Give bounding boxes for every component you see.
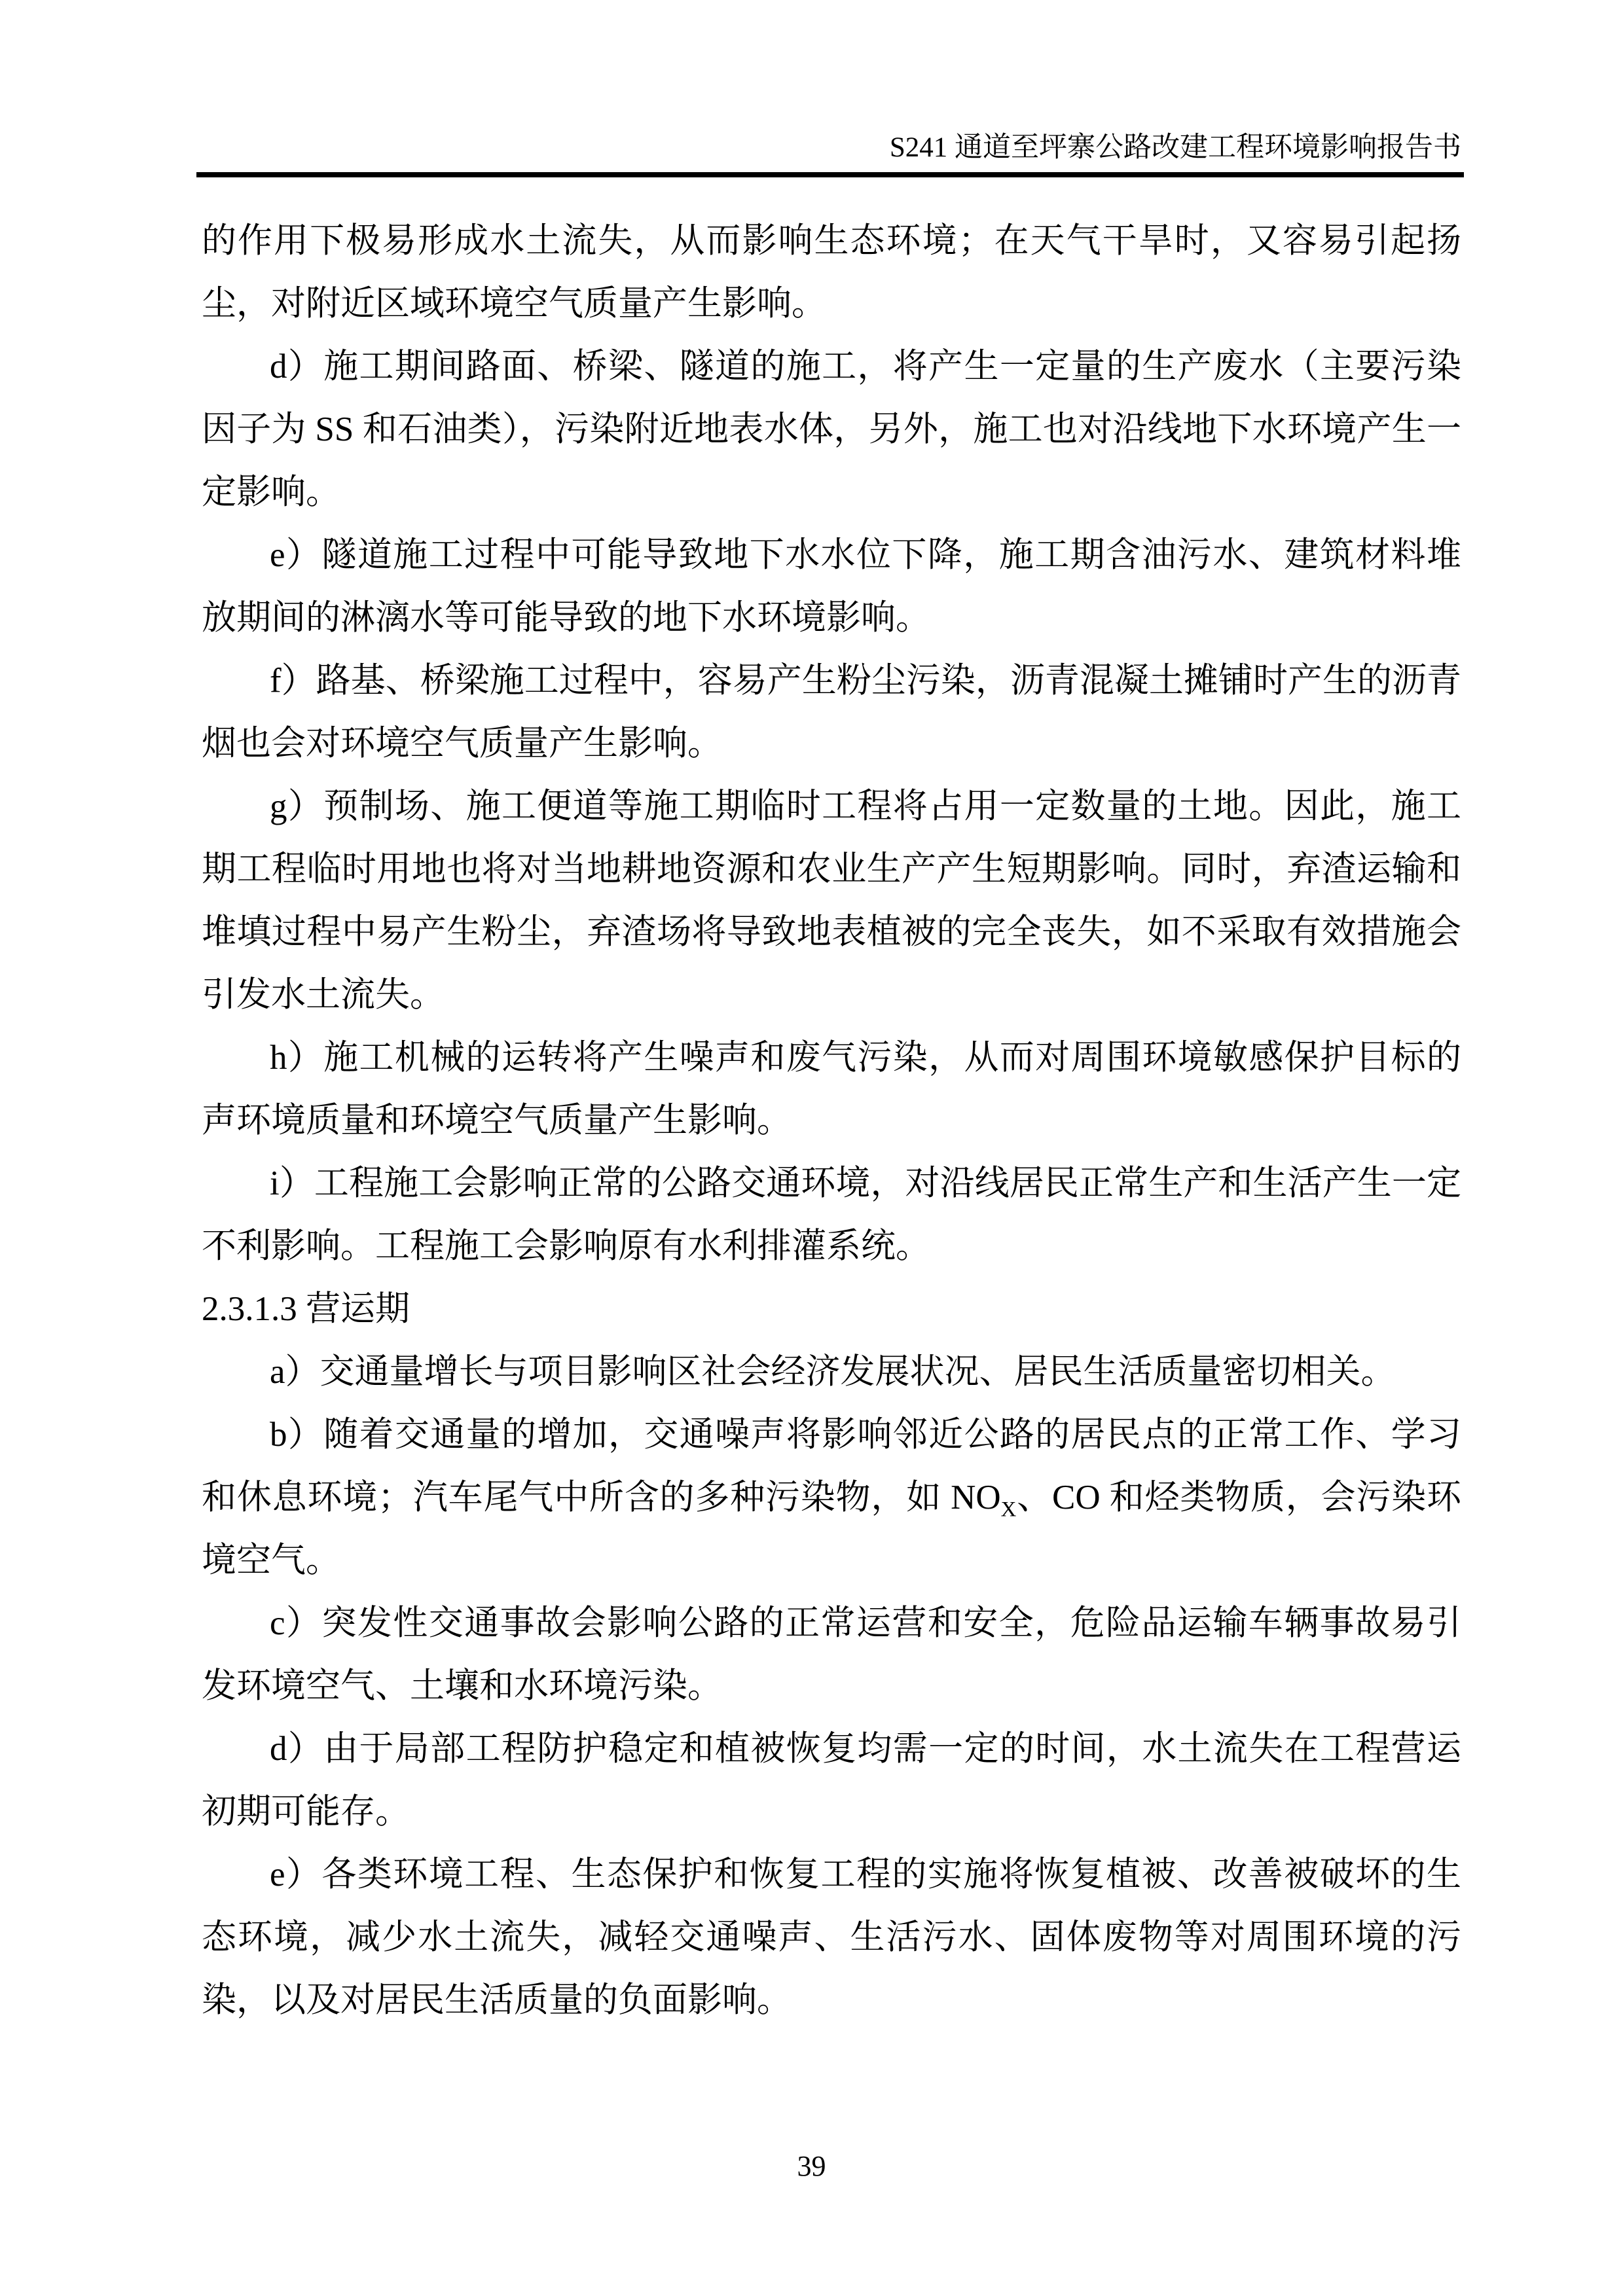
header-rule <box>196 172 1464 177</box>
paragraph-operation-e: e）各类环境工程、生态保护和恢复工程的实施将恢复植被、改善被破坏的生态环境，减少水土流失，减轻交通噪声、生活污水、固体废物等对周围环境的污染，以及对居民生活质量的负面影响。 <box>202 1856 1461 2019</box>
nox-subscript: X <box>1000 1498 1017 1522</box>
paragraph-construction-d: d）施工期间路面、桥梁、隧道的施工，将产生一定量的生产废水（主要污染因子为 SS 和石油类），污染附近地表水体，另外，施工也对沿线地下水环境产生一定影响。 <box>202 348 1461 511</box>
paragraph-construction-i: i）工程施工会影响正常的公路交通环境，对沿线居民正常生产和生活产生一定不利影响。工程施工会影响原有水利排灌系统。 <box>202 1164 1461 1265</box>
document-body <box>202 209 1461 2032</box>
paragraph-operation-b-text-tail: 、CO 和烃类物质，会污染环境空气。 <box>202 1479 1461 1579</box>
paragraph-construction-f: f）路基、桥梁施工过程中，容易产生粉尘污染，沥青混凝土摊铺时产生的沥青烟也会对环境空气质量产生影响。 <box>202 662 1461 762</box>
paragraph-construction-g: g）预制场、施工便道等施工期临时工程将占用一定数量的土地。因此，施工期工程临时用地也将对当地耕地资源和农业生产产生短期影响。同时，弃渣运输和堆填过程中易产生粉尘，弃渣场将导致地表植被的完全丧失，如不采取有效措施会引发水土流失。 <box>202 787 1461 1014</box>
paragraph-operation-c: c）突发性交通事故会影响公路的正常运营和安全，危险品运输车辆事故易引发环境空气、土壤和水环境污染。 <box>202 1604 1461 1705</box>
paragraph-continuation: 的作用下极易形成水土流失，从而影响生态环境；在天气干旱时，又容易引起扬尘，对附近区域环境空气质量产生影响。 <box>202 222 1461 323</box>
paragraph-construction-e: e）隧道施工过程中可能导致地下水水位下降，施工期含油污水、建筑材料堆放期间的淋漓水等可能导致的地下水环境影响。 <box>202 536 1461 637</box>
paragraph-operation-b-text: b）随着交通量的增加，交通噪声将影响邻近公路的居民点的正常工作、学习和休息环境；汽车尾气中所含的多种污染物，如 NO <box>202 1416 1461 1516</box>
paragraph-operation-a: a）交通量增长与项目影响区社会经济发展状况、居民生活质量密切相关。 <box>270 1353 1396 1391</box>
paragraph-construction-h: h）施工机械的运转将产生噪声和废气污染，从而对周围环境敏感保护目标的声环境质量和环境空气质量产生影响。 <box>202 1039 1461 1139</box>
page-header-title: S241 通道至坪寨公路改建工程环境影响报告书 <box>889 132 1461 163</box>
paragraph-operation-b <box>202 1403 1461 1592</box>
page-number: 39 <box>797 2150 826 2182</box>
section-heading-operation-period: 2.3.1.3 营运期 <box>202 1290 410 1328</box>
paragraph-operation-d: d）由于局部工程防护稳定和植被恢复均需一定的时间，水土流失在工程营运初期可能存。 <box>202 1730 1461 1831</box>
